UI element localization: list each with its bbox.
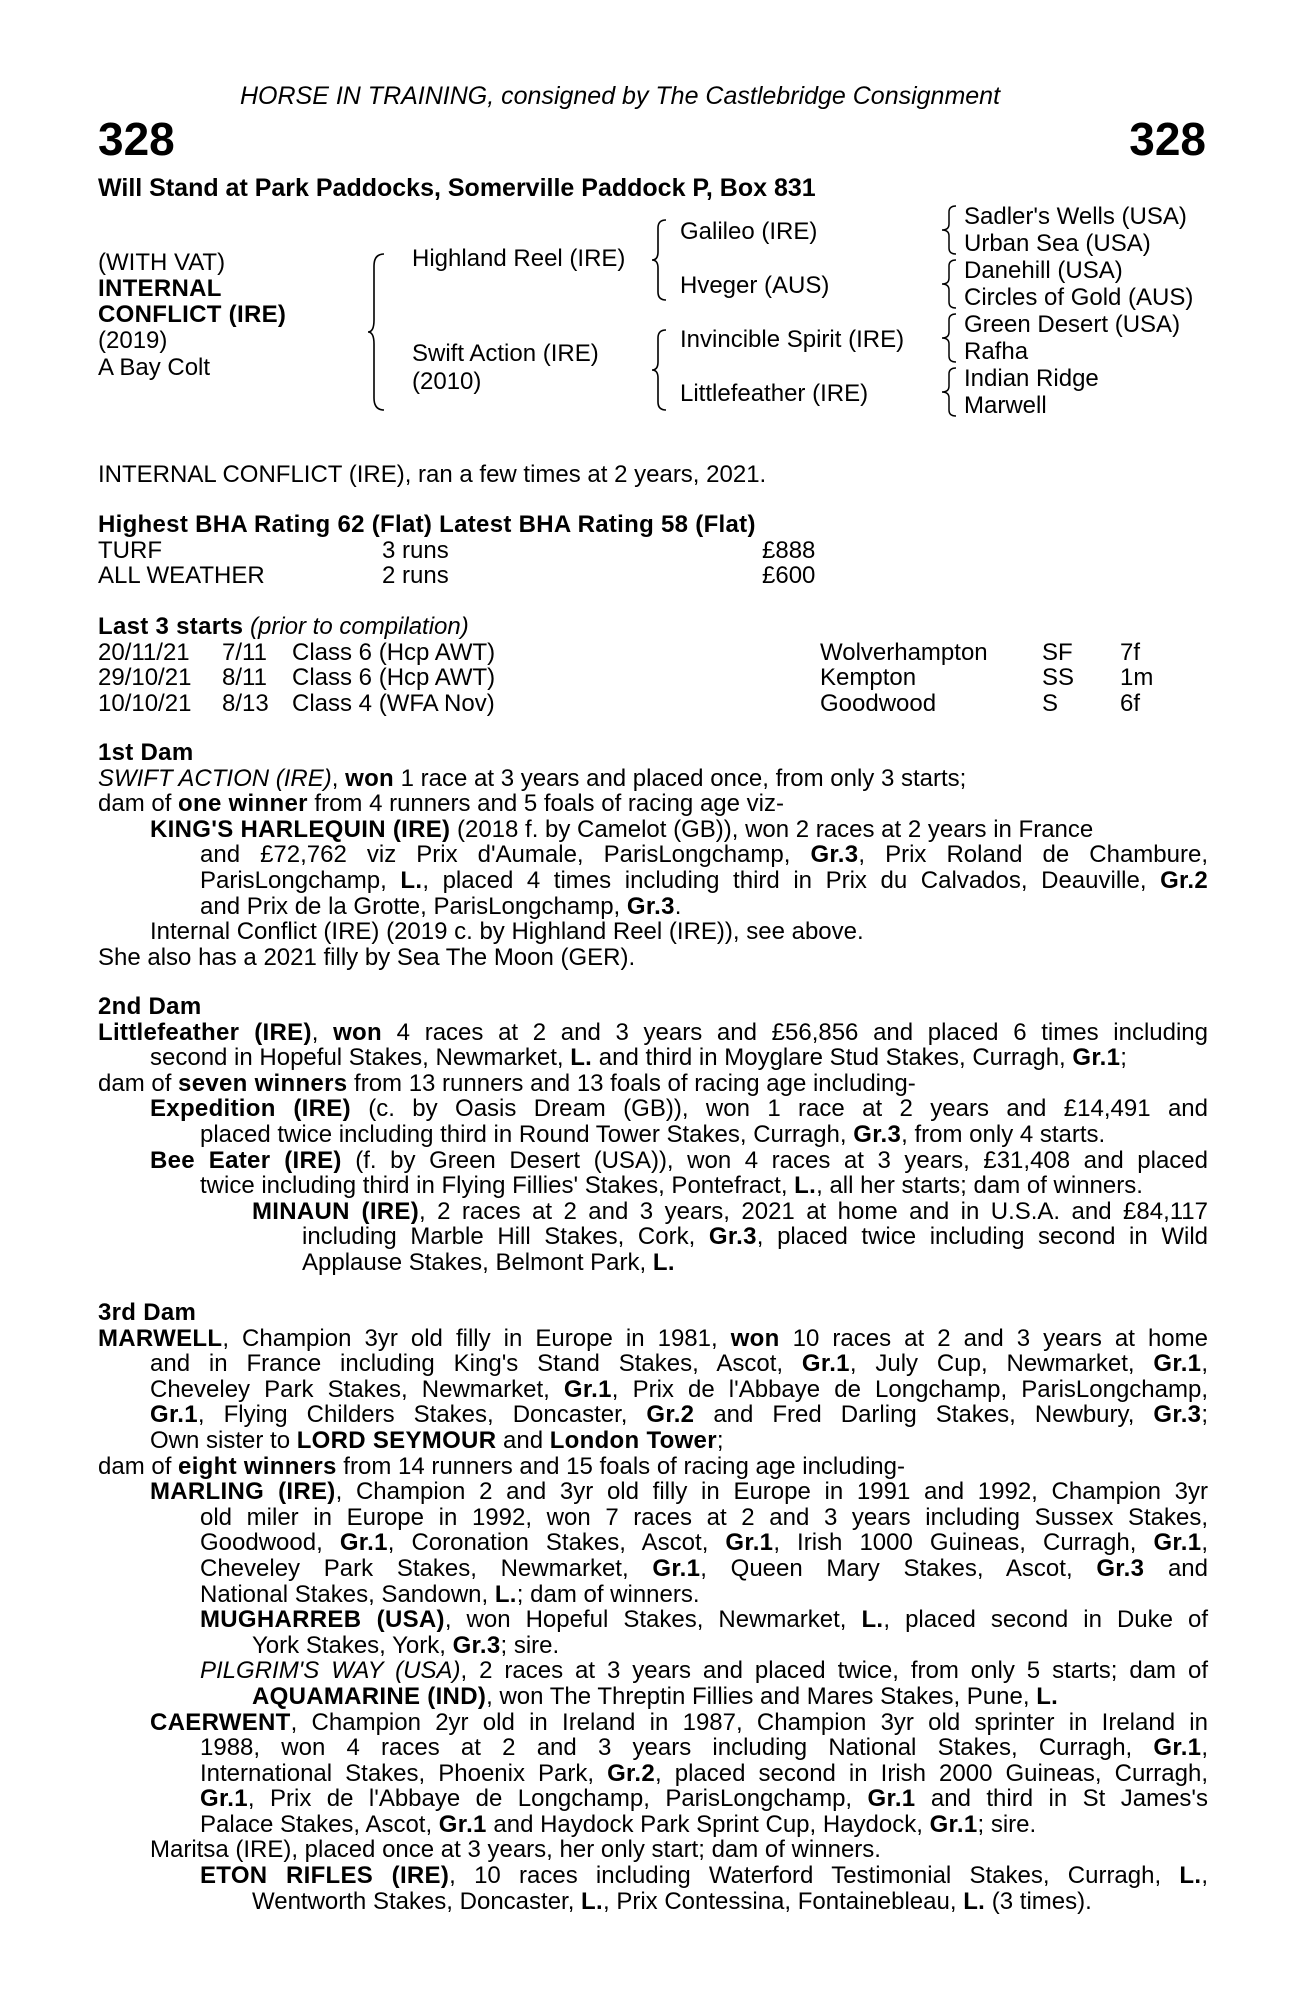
ratings-runs: 2 runs	[382, 562, 449, 590]
text: York Stakes, York,	[252, 1631, 453, 1659]
pedigree-brace-sire	[650, 218, 670, 302]
text: ,	[1201, 1529, 1209, 1557]
third-dam-line	[98, 1761, 1208, 1787]
text: ParisLongchamp,	[200, 866, 401, 894]
third-dam-line	[98, 1658, 1208, 1684]
text: and Fred Darling Stakes, Newbury,	[694, 1401, 1154, 1429]
grade: Gr.3	[1096, 1554, 1145, 1582]
text: Cheveley Park Stakes, Newmarket,	[150, 1375, 564, 1403]
text: (f. by Green Desert (USA)), won 4 races at 3 years, £31,408 and placed	[341, 1146, 1209, 1174]
start-race: Class 6 (Hcp AWT)	[292, 664, 496, 692]
winners-count: one winner	[178, 790, 308, 818]
start-race: Class 4 (WFA Nov)	[292, 689, 495, 717]
third-dam-line	[98, 1454, 1208, 1480]
last-starts-section	[98, 614, 1208, 716]
text: (c. by Oasis Dream (GB)), won 1 race at 2 years and £14,491 and	[350, 1095, 1208, 1123]
text: , Prix de l'Abbaye de Longchamp, ParisLongchamp,	[247, 1785, 868, 1813]
horse-name-line2: CONFLICT (IRE)	[98, 301, 287, 328]
first-dam-line	[98, 868, 1208, 894]
grade: Gr.2	[646, 1401, 695, 1429]
text: and	[1144, 1554, 1208, 1582]
ratings-prize: £888	[762, 536, 816, 564]
text: , placed 4 times including third in Prix du Calvados, Deauville,	[422, 866, 1161, 894]
text: , won Hopeful Stakes, Newmarket,	[444, 1606, 862, 1634]
progeny-name: MINAUN (IRE)	[252, 1197, 420, 1225]
text: 1 race at 3 years and placed once, from only 3 starts;	[394, 764, 967, 792]
text: , all her starts; dam of winners.	[816, 1172, 1143, 1200]
third-dam-line	[98, 1428, 1208, 1454]
text: dam of	[98, 790, 179, 818]
grade: Gr.1	[150, 1401, 198, 1429]
third-dam-line	[98, 1402, 1208, 1428]
third-dam-line	[98, 1889, 1208, 1915]
text: ,	[331, 764, 346, 792]
grade: Gr.3	[452, 1631, 501, 1659]
consignment-title: HORSE IN TRAINING, consigned by The Castlebridge Consignment	[240, 82, 1001, 110]
text: , Queen Mary Stakes, Ascot,	[700, 1554, 1097, 1582]
progeny-name: ETON RIFLES (IRE)	[200, 1862, 450, 1890]
text: ,	[1201, 1734, 1208, 1762]
grade: Gr.3	[708, 1223, 757, 1251]
progeny-name: Expedition (IRE)	[150, 1095, 351, 1123]
grade: L.	[494, 1580, 517, 1608]
ratings-heading: Highest BHA Rating 62 (Flat) Latest BHA Rating 58 (Flat)	[98, 511, 756, 538]
dam-name: Swift Action (IRE)	[412, 340, 599, 367]
text: , 2 races at 3 years and placed twice, from only 5 starts; dam of	[460, 1657, 1208, 1685]
progeny-name: MARLING (IRE)	[150, 1478, 336, 1506]
text: , placed twice including second in Wild	[756, 1223, 1209, 1251]
text: Cheveley Park Stakes, Newmarket,	[200, 1554, 653, 1582]
progeny-name: CAERWENT	[150, 1708, 291, 1736]
start-date: 10/10/21	[98, 689, 192, 717]
grade: Gr.3	[810, 841, 859, 869]
ratings-surface: ALL WEATHER	[98, 562, 265, 590]
third-dam-line	[98, 1377, 1208, 1403]
ancestor-sadlers-wells: Sadler's Wells (USA)	[964, 203, 1187, 230]
sibling-name: LORD SEYMOUR	[296, 1426, 497, 1454]
text: ;	[1201, 1401, 1208, 1429]
text: ; sire.	[500, 1631, 560, 1659]
start-distance: 6f	[1120, 689, 1141, 717]
ancestor-urban-sea: Urban Sea (USA)	[964, 230, 1151, 257]
grade: Gr.3	[626, 892, 675, 920]
text: and third in Moyglare Stud Stakes, Curragh,	[592, 1044, 1073, 1072]
text: , July Cup, Newmarket,	[849, 1350, 1154, 1378]
text: , Irish 1000 Guineas, Curragh,	[773, 1529, 1154, 1557]
grade: Gr.1	[200, 1785, 248, 1813]
first-dam-heading: 1st Dam	[98, 739, 194, 766]
text: , Coronation Stakes, Ascot,	[387, 1529, 726, 1557]
grade: L.	[400, 866, 423, 894]
stand-location: Will Stand at Park Paddocks, Somerville Paddock P, Box 831	[98, 174, 816, 202]
third-dam-line	[98, 1530, 1208, 1556]
won-label: won	[333, 1018, 382, 1046]
third-dam-line	[98, 1786, 1208, 1812]
grade: Gr.1	[725, 1529, 774, 1557]
sire-dam: Hveger (AUS)	[680, 272, 830, 299]
grade: Gr.2	[1160, 866, 1208, 894]
lot-number-right: 328	[1129, 113, 1206, 165]
last-starts-heading-line	[98, 614, 1208, 640]
pedigree-brace-main	[366, 252, 390, 412]
second-dam-line	[98, 1250, 1208, 1276]
text: Goodwood,	[200, 1529, 340, 1557]
text: , Prix de l'Abbaye de Longchamp, ParisLongchamp,	[611, 1375, 1208, 1403]
pedigree-brace-g1	[940, 204, 960, 256]
dam-dam: Littlefeather (IRE)	[680, 380, 869, 407]
first-dam-line: Internal Conflict (IRE) (2019 c. by Highland Reel (IRE)), see above.	[150, 918, 864, 946]
text: , Flying Childers Stakes, Doncaster,	[197, 1401, 647, 1429]
grade: L.	[1036, 1682, 1059, 1710]
start-course: Goodwood	[820, 689, 937, 717]
first-dam-line	[98, 766, 1208, 792]
ratings-row	[98, 538, 1208, 564]
text: , Champion 2 and 3yr old filly in Europe in 1991 and 1992, Champion 3yr	[335, 1478, 1209, 1506]
first-dam-section	[98, 740, 1208, 970]
won-label: won	[345, 764, 394, 792]
sire-sire: Galileo (IRE)	[680, 218, 818, 245]
grade: Gr.1	[1072, 1044, 1121, 1072]
text: dam of	[98, 1452, 179, 1480]
pedigree-brace-g4	[940, 366, 960, 418]
grade: L.	[794, 1172, 817, 1200]
third-dam-line	[98, 1710, 1208, 1736]
grade: Gr.1	[801, 1350, 850, 1378]
third-dam-line	[98, 1326, 1208, 1352]
pedigree-brace-g2	[940, 258, 960, 310]
progeny-name: PILGRIM'S WAY (USA)	[200, 1657, 461, 1685]
third-dam-line: old miler in Europe in 1992, won 7 races at 2 and 3 years including Sussex Stakes,	[200, 1503, 1208, 1531]
start-course: Wolverhampton	[820, 638, 988, 666]
text: , from only 4 starts.	[901, 1120, 1106, 1148]
ancestor-circles-of-gold: Circles of Gold (AUS)	[964, 284, 1194, 311]
second-dam-line	[98, 1199, 1208, 1225]
text: and Haydock Park Sprint Cup, Haydock,	[486, 1810, 930, 1838]
ancestor-rafha: Rafha	[964, 338, 1029, 365]
text: placed twice including third in Round Tower Stakes, Curragh,	[200, 1120, 854, 1148]
text: second in Hopeful Stakes, Newmarket,	[150, 1044, 571, 1072]
ratings-section	[98, 512, 1208, 589]
first-dam-line	[98, 894, 1208, 920]
third-dam-line	[98, 1582, 1208, 1608]
sire-name: Highland Reel (IRE)	[412, 245, 626, 272]
text: , Champion 2yr old in Ireland in 1987, Champion 3yr old sprinter in Ireland in	[290, 1708, 1208, 1736]
second-dam-line	[98, 1173, 1208, 1199]
text: and £72,762 viz Prix d'Aumale, ParisLongchamp,	[200, 841, 811, 869]
start-position: 8/11	[222, 664, 267, 692]
text: , Prix Contessina, Fontainebleau,	[602, 1887, 964, 1915]
first-dam-line	[98, 842, 1208, 868]
last-starts-note: (prior to compilation)	[249, 613, 469, 640]
text: 4 races at 2 and 3 years and £56,856 and placed 6 times including	[381, 1018, 1209, 1046]
text: National Stakes, Sandown,	[200, 1580, 495, 1608]
horse-description: A Bay Colt	[98, 354, 211, 381]
grade: L.	[570, 1044, 593, 1072]
text: Palace Stakes, Ascot,	[200, 1810, 439, 1838]
second-dam-line	[98, 1224, 1208, 1250]
third-dam-line	[98, 1351, 1208, 1377]
third-dam-line	[98, 1607, 1208, 1633]
text: and	[496, 1426, 550, 1454]
start-distance: 7f	[1120, 638, 1141, 666]
text: (3 times).	[985, 1887, 1092, 1915]
text: ;	[716, 1426, 724, 1454]
text: (2018 f. by Camelot (GB)), won 2 races at 2 years in France	[450, 815, 1094, 843]
text: and Prix de la Grotte, ParisLongchamp,	[200, 892, 627, 920]
grade: Gr.1	[438, 1810, 487, 1838]
third-dam-line	[98, 1735, 1208, 1761]
grade: Gr.1	[563, 1375, 612, 1403]
third-dam-line	[98, 1863, 1208, 1889]
won-label: won	[730, 1324, 780, 1352]
ratings-row	[98, 563, 1208, 589]
dam-year: (2010)	[412, 368, 482, 395]
first-dam-line: She also has a 2021 filly by Sea The Moon (GER).	[98, 943, 636, 971]
ancestor-marwell: Marwell	[964, 392, 1047, 419]
third-dam-heading: 3rd Dam	[98, 1299, 197, 1326]
third-dam-line	[98, 1633, 1208, 1659]
third-dam-section	[98, 1300, 1208, 1914]
pedigree-brace-dam	[650, 328, 670, 412]
text: from 14 runners and 15 foals of racing age including-	[336, 1452, 905, 1480]
progeny-name: KING'S HARLEQUIN (IRE)	[150, 815, 451, 843]
text: from 4 runners and 5 foals of racing age viz-	[307, 790, 784, 818]
third-dam-line	[98, 1812, 1208, 1838]
second-dam-line	[98, 1020, 1208, 1046]
start-going: S	[1042, 689, 1059, 717]
dam-name: MARWELL	[98, 1324, 223, 1352]
start-row	[98, 691, 1208, 717]
text: twice including third in Flying Fillies' Stakes, Pontefract,	[200, 1172, 795, 1200]
second-dam-section	[98, 994, 1208, 1276]
grade: Gr.1	[652, 1554, 701, 1582]
text: Applause Stakes, Belmont Park,	[302, 1248, 653, 1276]
third-dam-line	[98, 1556, 1208, 1582]
grade: Gr.1	[1153, 1529, 1202, 1557]
text: , won The Threptin Fillies and Mares Stakes, Pune,	[486, 1682, 1037, 1710]
text: ;	[1120, 1044, 1127, 1072]
pedigree-brace-g3	[940, 312, 960, 364]
grade: Gr.3	[1153, 1401, 1202, 1429]
first-dam-line	[98, 817, 1208, 843]
second-dam-line	[98, 1071, 1208, 1097]
first-dam-line	[98, 791, 1208, 817]
start-position: 8/13	[222, 689, 269, 717]
text: International Stakes, Phoenix Park,	[200, 1759, 608, 1787]
lot-number-left: 328	[98, 113, 175, 165]
third-dam-line	[98, 1479, 1208, 1505]
start-date: 20/11/21	[98, 638, 190, 666]
start-row	[98, 665, 1208, 691]
start-distance: 1m	[1120, 664, 1154, 692]
grade: Gr.2	[607, 1759, 655, 1787]
ancestor-indian-ridge: Indian Ridge	[964, 365, 1099, 392]
third-dam-line: Maritsa (IRE), placed once at 3 years, her only start; dam of winners.	[150, 1836, 881, 1864]
start-race: Class 6 (Hcp AWT)	[292, 638, 496, 666]
text: including Marble Hill Stakes, Cork,	[302, 1223, 709, 1251]
second-dam-line	[98, 1148, 1208, 1174]
grade: Gr.1	[1153, 1350, 1202, 1378]
race-summary: INTERNAL CONFLICT (IRE), ran a few times at 2 years, 2021.	[98, 461, 767, 488]
text: ,	[311, 1018, 334, 1046]
ratings-prize: £600	[762, 562, 816, 590]
text: Own sister to	[150, 1426, 297, 1454]
ancestor-danehill: Danehill (USA)	[964, 257, 1123, 284]
third-dam-line	[98, 1684, 1208, 1710]
text: , Prix Roland de Chambure,	[858, 841, 1208, 869]
text: 10 races at 2 and 3 years at home	[779, 1324, 1208, 1352]
text: 1988, won 4 races at 2 and 3 years including National Stakes, Curragh,	[200, 1734, 1154, 1762]
text: from 13 runners and 13 foals of racing age including-	[347, 1069, 916, 1097]
second-dam-heading: 2nd Dam	[98, 993, 202, 1020]
text: ; dam of winners.	[516, 1580, 700, 1608]
grade: Gr.1	[929, 1810, 978, 1838]
text: ; sire.	[977, 1810, 1037, 1838]
text: Wentworth Stakes, Doncaster,	[252, 1887, 582, 1915]
progeny-name: MUGHARREB (USA)	[200, 1606, 445, 1634]
text: , 2 races at 2 and 3 years, 2021 at home and in U.S.A. and £84,117	[419, 1197, 1208, 1225]
grade: Gr.1	[339, 1529, 388, 1557]
vat-note: (WITH VAT)	[98, 249, 226, 276]
winners-count: seven winners	[178, 1069, 348, 1097]
text: , placed second in Irish 2000 Guineas, Curragh,	[655, 1759, 1208, 1787]
start-course: Kempton	[820, 664, 917, 692]
grade: Gr.1	[1153, 1734, 1202, 1762]
dam-name: SWIFT ACTION (IRE)	[98, 764, 332, 792]
grade: Gr.3	[853, 1120, 902, 1148]
sibling-name: London Tower	[549, 1426, 717, 1454]
dam-name: Littlefeather (IRE)	[98, 1018, 312, 1046]
start-date: 29/10/21	[98, 664, 192, 692]
progeny-name: Bee Eater (IRE)	[150, 1146, 342, 1174]
second-dam-line	[98, 1122, 1208, 1148]
grade: L.	[963, 1887, 986, 1915]
foaling-year: (2019)	[98, 327, 168, 354]
start-row	[98, 640, 1208, 666]
start-position: 7/11	[222, 638, 267, 666]
second-dam-line	[98, 1096, 1208, 1122]
text: , placed second in Duke of	[883, 1606, 1209, 1634]
grade: L.	[861, 1606, 884, 1634]
last-starts-heading: Last 3 starts	[98, 613, 244, 640]
grade: L.	[1179, 1862, 1202, 1890]
grade: L.	[652, 1248, 675, 1276]
start-going: SF	[1042, 638, 1073, 666]
text: ,	[1201, 1350, 1208, 1378]
second-dam-line	[98, 1045, 1208, 1071]
grade: L.	[581, 1887, 603, 1915]
text: , 10 races including Waterford Testimonial Stakes, Curragh,	[449, 1862, 1180, 1890]
ratings-surface: TURF	[98, 536, 162, 564]
grade: Gr.1	[867, 1785, 916, 1813]
dam-sire: Invincible Spirit (IRE)	[680, 326, 905, 353]
text: dam of	[98, 1069, 179, 1097]
text: , Champion 3yr old filly in Europe in 1981,	[222, 1324, 731, 1352]
horse-name-line1: INTERNAL	[98, 275, 222, 302]
start-going: SS	[1042, 664, 1075, 692]
text: and third in St James's	[915, 1785, 1208, 1813]
progeny-name: AQUAMARINE (IND)	[252, 1682, 487, 1710]
ratings-runs: 3 runs	[382, 536, 449, 564]
winners-count: eight winners	[178, 1452, 337, 1480]
text: .	[674, 892, 682, 920]
ancestor-green-desert: Green Desert (USA)	[964, 311, 1181, 338]
text: and in France including King's Stand Stakes, Ascot,	[150, 1350, 802, 1378]
text: ,	[1201, 1862, 1208, 1890]
